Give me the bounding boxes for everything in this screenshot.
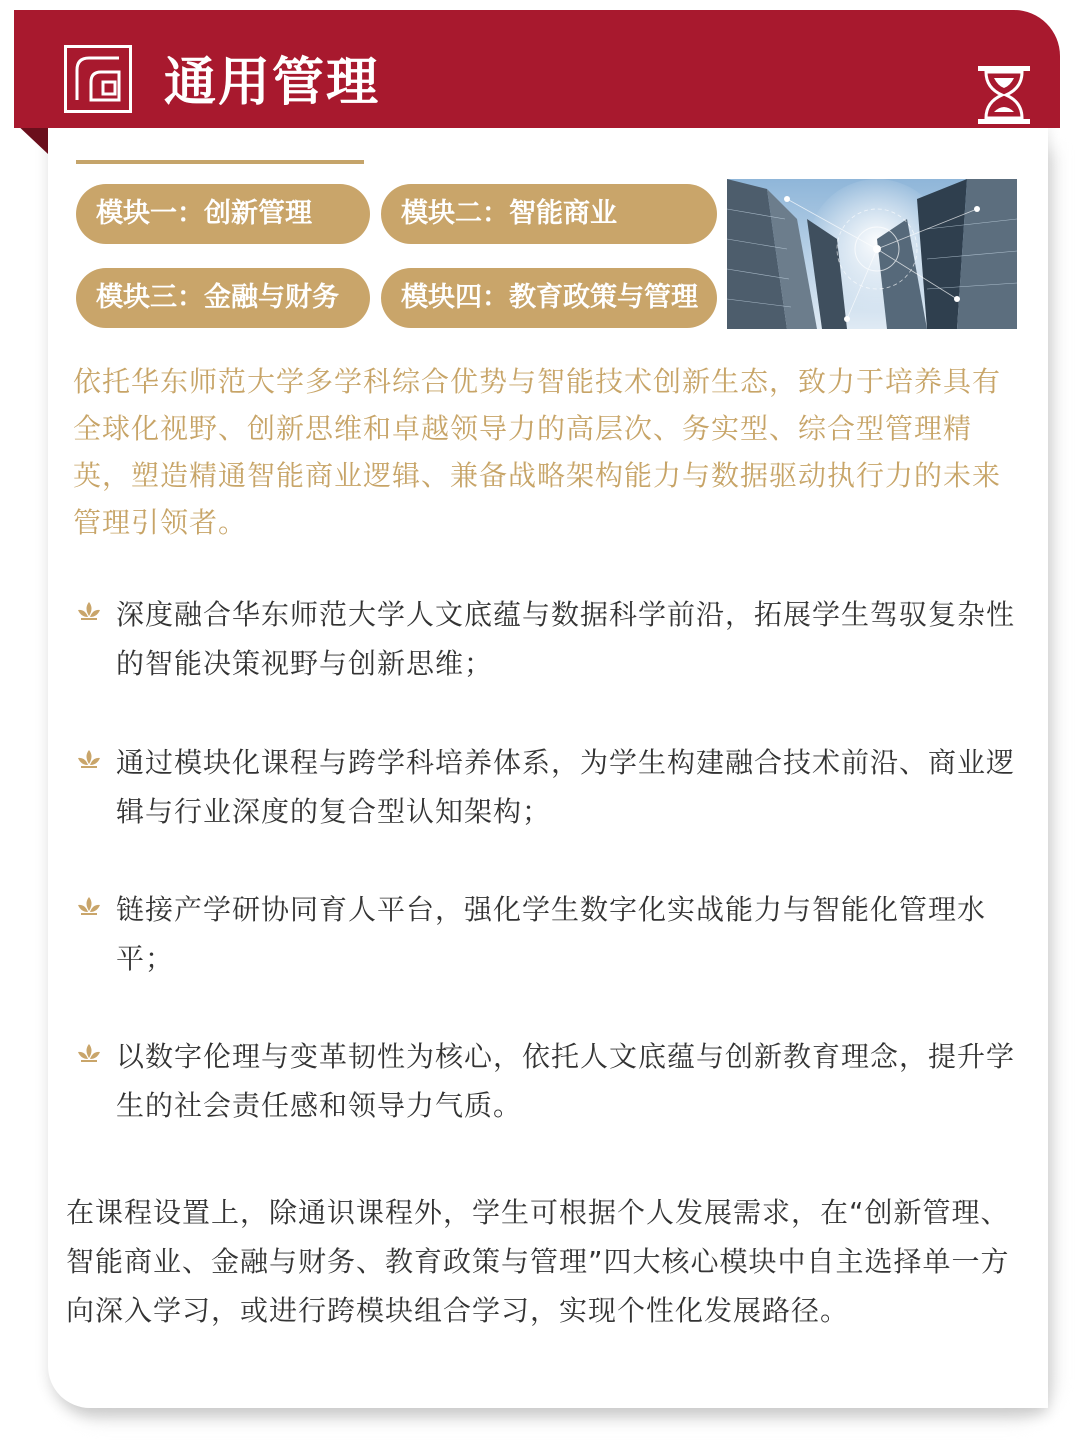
leaf-bullet-icon <box>76 748 102 770</box>
list-item-text: 链接产学研协同育人平台，强化学生数字化实战能力与智能化管理水平； <box>116 893 987 975</box>
leaf-bullet-icon <box>76 600 102 622</box>
leaf-bullet-icon <box>76 1042 102 1064</box>
list-item <box>76 885 1021 983</box>
frame-logo-icon <box>64 45 132 113</box>
intro-paragraph: 依托华东师范大学多学科综合优势与智能技术创新生态，致力于培养具有全球化视野、创新思维和卓越领导力的高层次、务实型、综合型管理精英，塑造精通智能商业逻辑、兼备战略架构能力与数据驱动执行力的未来管理引领者。 <box>73 365 1002 539</box>
module-pill-2: 模块二：智能商业 <box>381 184 717 244</box>
list-item-text: 以数字伦理与变革韧性为核心，依托人文底蕴与创新教育理念，提升学生的社会责任感和领导力气质。 <box>116 1040 1016 1122</box>
gold-divider <box>76 160 364 164</box>
list-item <box>76 738 1021 836</box>
list-item-text: 通过模块化课程与跨学科培养体系，为学生构建融合技术前沿、商业逻辑与行业深度的复合型认知架构； <box>116 746 1016 828</box>
hourglass-icon <box>976 64 1032 126</box>
leaf-bullet-icon <box>76 895 102 917</box>
closing-paragraph: 在课程设置上，除通识课程外，学生可根据个人发展需求，在“创新管理、智能商业、金融与财务、教育政策与管理”四大核心模块中自主选择单一方向深入学习，或进行跨模块组合学习，实现个性化发展路径。 <box>66 1196 1010 1327</box>
list-item <box>76 1032 1021 1130</box>
list-item <box>76 590 1021 688</box>
module-pill-3: 模块三：金融与财务 <box>76 268 370 328</box>
module-pill-1: 模块一：创新管理 <box>76 184 370 244</box>
list-item-text: 深度融合华东师范大学人文底蕴与数据科学前沿，拓展学生驾驭复杂性的智能决策视野与创新思维； <box>116 598 1016 680</box>
city-skyscraper-image <box>727 179 1017 329</box>
module-pill-4: 模块四：教育政策与管理 <box>381 268 717 328</box>
page-title: 通用管理 <box>164 52 381 113</box>
header-banner <box>14 10 1060 128</box>
